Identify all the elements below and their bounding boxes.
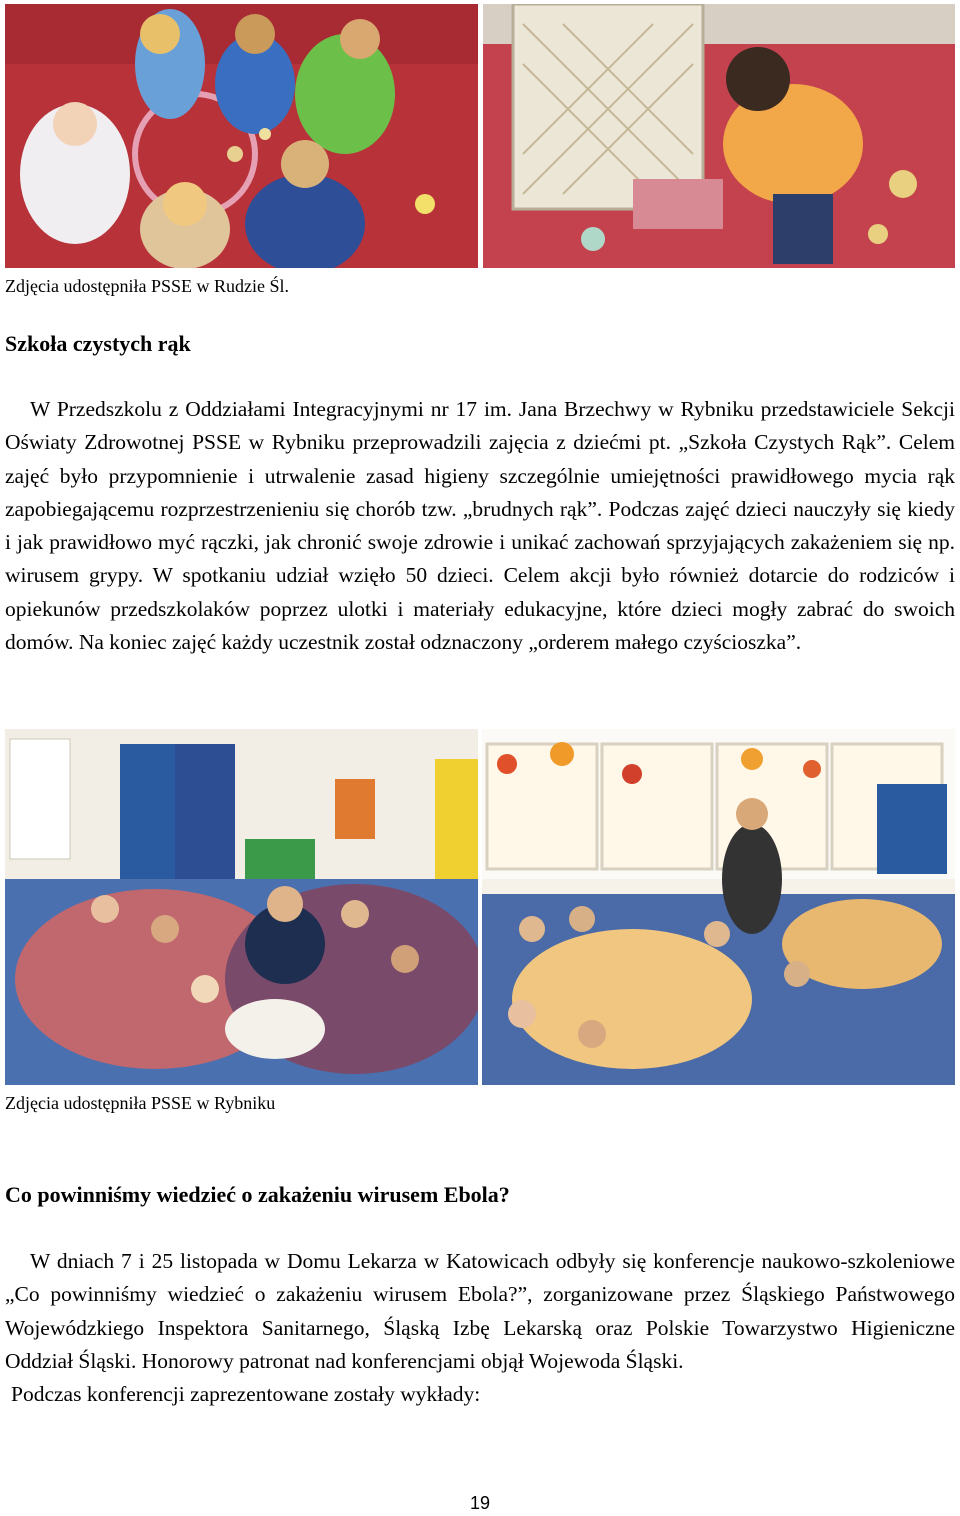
photo-caption-ruda: Zdjęcia udostępniła PSSE w Rudzie Śl. <box>5 276 289 296</box>
paragraph-clean-hands-text: W Przedszkolu z Oddziałami Integracyjnymi nr 17 im. Jana Brzechwy w Rybniku przedstawiciele Sekcji Oświaty Zdrowotnej PSSE w Rybniku przeprowadzili zajęcia z dziećmi pt. „Szkoła Czystych Rąk”. Celem zajęć było przypomnienie i utrwalenie zasad higieny szczególnie umiejętności prawidłowego mycia rąk zapobiegającemu rozprzestrzenieniu się chorób tzw. „brudnych rąk”. Podczas zajęć dzieci nauczyły się kiedy i jak prawidłowo myć rączki, jak chronić swoje zdrowie i unikać zachowań sprzyjających zakażeniem się np. wirusem grypy. W spotkaniu udział wzięło 50 dzieci. Celem akcji było również dotarcie do rodziców i opiekunów przedszkolaków poprzez ulotki i materiały edukacyjne, które dzieci mogły zabrać do swoich domów. Na koniec zajęć każdy uczestnik został odznaczony „orderem małego czyścioszka”. <box>5 397 955 655</box>
paragraph-ebola-text: W dniach 7 i 25 listopada w Domu Lekarza w Katowicach odbyły się konferencje naukowo-szkoleniowe „Co powinniśmy wiedzieć o zakażeniu wirusem Ebola?”, zorganizowane przez Śląskiego Państwowego Wojewódzkiego Inspektora Sanitarnego, Śląską Izbę Lekarską oraz Polskie Towarzystwo Higieniczne Oddział Śląski. Honorowy patronat nad konferencjami objął Wojewoda Śląski. <box>5 1249 955 1373</box>
photo-child-radiator <box>483 4 955 268</box>
photo-children-tables <box>482 729 955 1085</box>
page-number: 19 <box>469 1493 491 1513</box>
paragraph-ebola <box>5 1245 955 1411</box>
photo-children-carpet <box>5 4 478 268</box>
section-title-ebola: Co powinniśmy wiedzieć o zakażeniu wirusem Ebola? <box>5 1182 510 1207</box>
photo-caption-rybnik: Zdjęcia udostępniła PSSE w Rybniku <box>5 1093 276 1113</box>
photo-children-floor-posters <box>5 729 478 1085</box>
section-title-clean-hands: Szkoła czystych rąk <box>5 331 191 356</box>
paragraph-clean-hands <box>5 393 955 659</box>
paragraph-ebola-lectures: Podczas konferencji zaprezentowane zostały wykłady: <box>11 1382 481 1407</box>
